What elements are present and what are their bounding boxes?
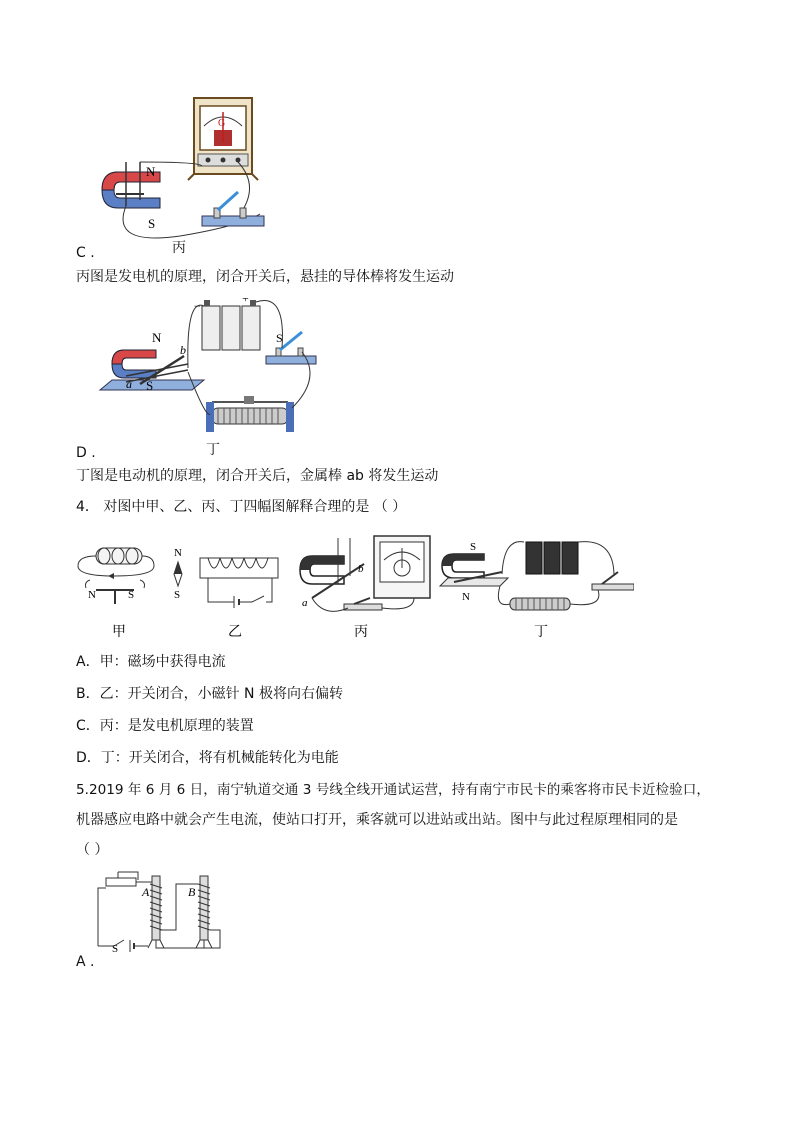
label-g: G (218, 118, 226, 129)
option-d-figure (96, 298, 336, 448)
label-n: N (152, 330, 162, 345)
label-b: b (180, 343, 186, 357)
question5-option-a-letter: A . (76, 954, 95, 970)
four-electromagnetism-diagrams (74, 528, 634, 644)
svg-text:S: S (174, 589, 181, 601)
option-c-figure (90, 96, 350, 256)
label-b: B (188, 885, 196, 899)
electromagnet-circuit-diagram (96, 870, 226, 952)
question5-stem-line1: 5.2019 年 6 月 6 日，南宁轨道交通 3 号线全线开通试运营，持有南宁市民卡的乘客将市民卡近检验口， (76, 782, 710, 798)
label-a: a (126, 377, 132, 391)
generator-apparatus-diagram (90, 96, 350, 256)
compass-needle (174, 547, 182, 601)
svg-text:S: S (470, 541, 477, 553)
label-a: A (142, 885, 150, 899)
motor-apparatus-diagram (96, 298, 336, 448)
svg-text:N: N (174, 547, 182, 559)
caption-bing: 丙 (354, 625, 368, 640)
question4-option-a: A．甲：磁场中获得电流 (76, 654, 226, 670)
figure-jia (78, 548, 154, 604)
option-d-letter: D . (76, 445, 96, 461)
question4-option-c: C．丙：是发电机原理的装置 (76, 718, 254, 734)
question5-option-a-figure (96, 870, 226, 952)
caption-jia: 甲 (112, 625, 126, 640)
label-switch: S (276, 331, 283, 345)
figure-ding (440, 541, 634, 610)
question5-stem-line3: （ ） (76, 842, 109, 858)
option-c-statement: 丙图是发电机的原理，闭合开关后，悬挂的导体棒将发生运动 (76, 269, 454, 285)
label-switch: S (112, 943, 119, 952)
label-minus: − (194, 299, 201, 313)
option-d-caption: 丁 (206, 442, 220, 458)
caption-ding: 丁 (534, 625, 548, 640)
label-s: S (146, 378, 154, 393)
svg-text:N: N (88, 589, 96, 601)
svg-text:b: b (358, 563, 364, 575)
svg-text:a: a (302, 597, 308, 609)
svg-text:S: S (128, 589, 135, 601)
figure-bing (300, 536, 430, 611)
label-s: S (148, 216, 156, 231)
option-c-letter: C . (76, 245, 95, 261)
question4-option-d: D．丁：开关闭合，将有机械能转化为电能 (76, 750, 339, 766)
question4-figures (74, 528, 634, 644)
question4-option-b: B．乙：开关闭合，小磁针 N 极将向右偏转 (76, 686, 343, 702)
option-c-caption: 丙 (172, 240, 186, 256)
option-d-statement: 丁图是电动机的原理，闭合开关后，金属棒 ab 将发生运动 (76, 468, 439, 484)
question5-stem-line2: 机器感应电路中就会产生电流，使站口打开，乘客就可以进站或出站。图中与此过程原理相同的是 (76, 812, 678, 828)
figure-yi (200, 558, 278, 608)
svg-text:N: N (462, 591, 470, 603)
question4-stem: 4． 对图中甲、乙、丙、丁四幅图解释合理的是 （ ） (76, 499, 407, 515)
label-n: N (146, 164, 156, 179)
caption-yi: 乙 (228, 625, 242, 640)
label-plus: + (242, 298, 249, 305)
